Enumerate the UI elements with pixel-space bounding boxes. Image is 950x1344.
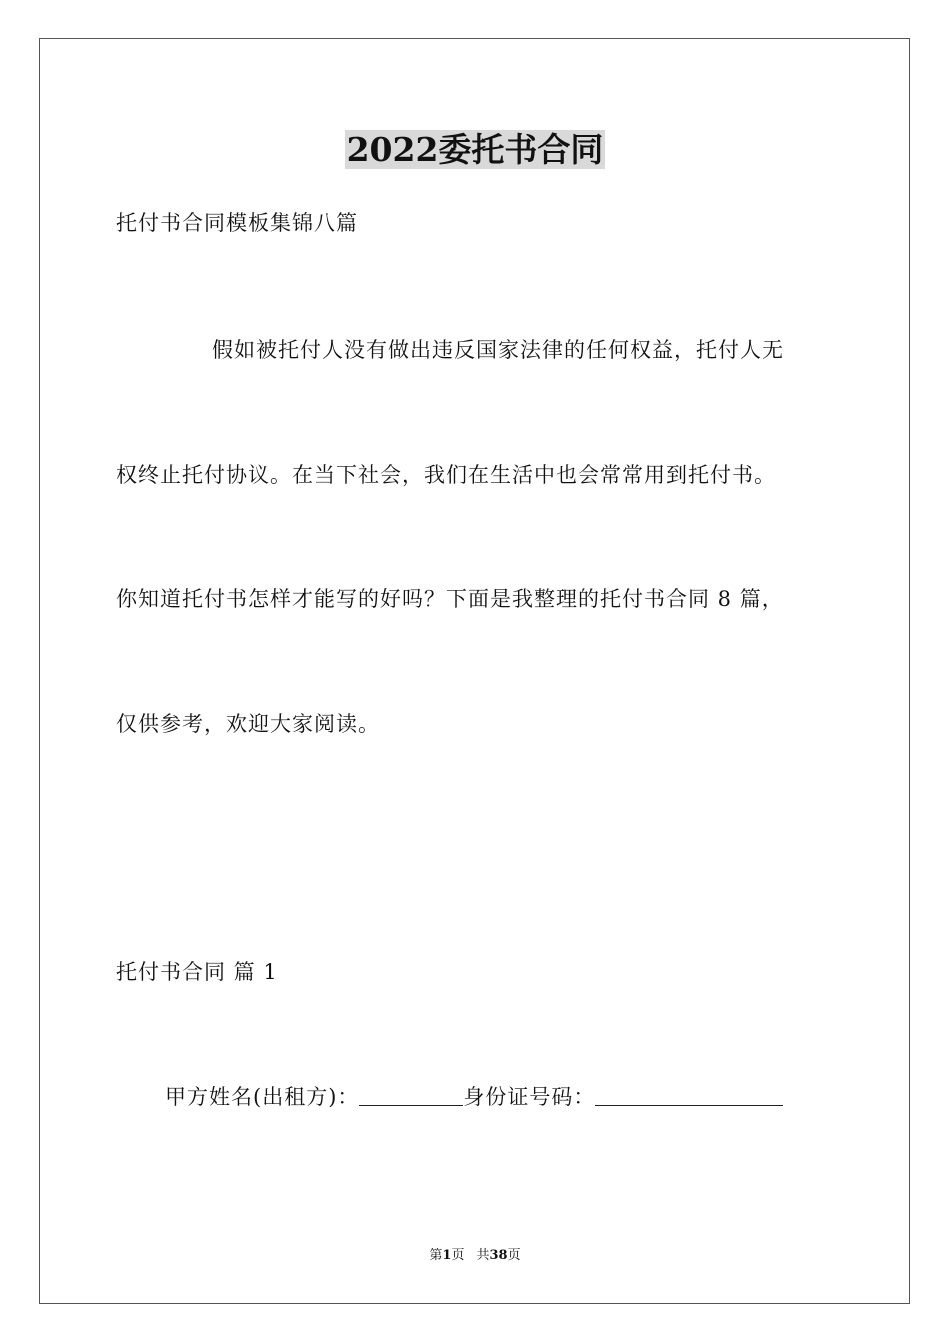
page-footer bbox=[0, 1247, 950, 1265]
party-a-id-blank bbox=[595, 1083, 783, 1106]
intro-paragraph-line-2: 权终止托付协议。在当下社会，我们在生活中也会常常用到托付书。 bbox=[116, 463, 776, 487]
intro-paragraph-line-4: 仅供参考，欢迎大家阅读。 bbox=[116, 712, 380, 736]
party-a-name-label: 甲方姓名(出租方)： bbox=[165, 1085, 360, 1109]
party-a-id-label: 身份证号码： bbox=[463, 1085, 596, 1109]
footer-page-prefix: 第 bbox=[429, 1248, 443, 1263]
footer-page-number: 1 bbox=[442, 1248, 452, 1263]
footer-total-prefix: 共 bbox=[476, 1248, 490, 1263]
party-a-name-blank bbox=[359, 1083, 463, 1106]
intro-paragraph-line-3: 你知道托付书怎样才能写的好吗？下面是我整理的托付书合同 8 篇， bbox=[116, 587, 784, 611]
footer-total-suffix: 页 bbox=[507, 1248, 521, 1263]
party-a-line bbox=[165, 1082, 783, 1112]
document-title-text: 2022委托书合同 bbox=[346, 130, 604, 169]
section-heading: 托付书合同 篇 1 bbox=[116, 960, 278, 984]
footer-total-number: 38 bbox=[489, 1248, 508, 1263]
document-subtitle: 托付书合同模板集锦八篇 bbox=[116, 211, 358, 235]
document-title bbox=[0, 128, 950, 172]
footer-page-suffix: 页 bbox=[451, 1248, 465, 1263]
intro-paragraph-line-1: 假如被托付人没有做出违反国家法律的任何权益，托付人无 bbox=[212, 338, 784, 362]
